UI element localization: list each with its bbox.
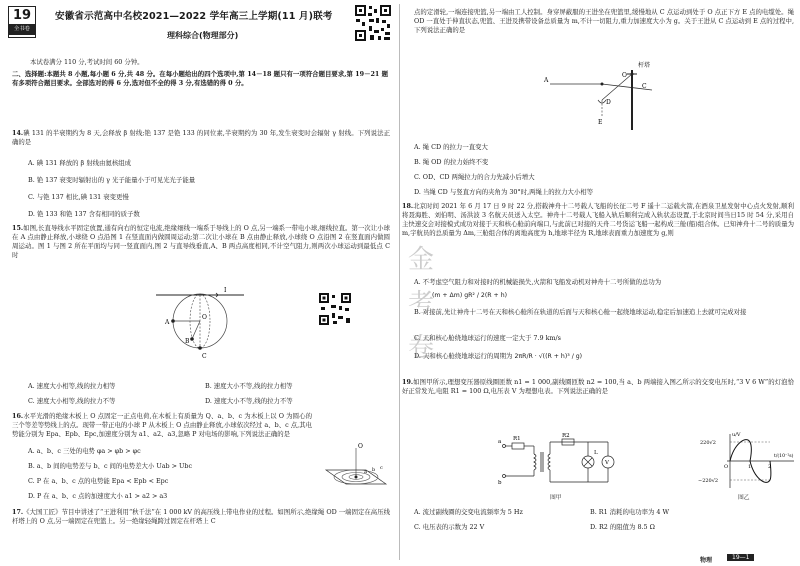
label-axis-t: t/(10⁻²s) (774, 454, 794, 459)
q15-option-c: C. 速度大小相等,线的拉力不等 (28, 397, 116, 405)
question-19-stem (402, 378, 794, 396)
label-t2: 2 (768, 464, 772, 470)
footer-subject: 物理 (700, 557, 713, 564)
question-text: 如图,长直导线水平固定放置,通有向右的恒定电流,绝缘细线一端系于导线上的 O 点,另一端系一带电小球,细线拉直。第一次让小球在 A 点由静止释放,小球绕 O 点沿图 1 在竖直面内做圆周运动;第二次让小球在 B 点由静止释放,小球绕 O 点沿图 2 在竖直面内做圆周运动。图 1 与图 2 所在平面均与同一竖直面内,图 2 与直导线垂直,A、B 两点高度相同,不计空气阻力,则两次小球运动到最低点 C 时 (12, 224, 390, 260)
badge-subtitle: 全书卷 (9, 24, 35, 35)
q14-option-c: C. 与铯 137 相比,碘 131 衰变更慢 (28, 193, 129, 201)
label-origin: O (724, 464, 729, 470)
column-divider (399, 4, 400, 560)
q18-option-a: A. 不考虑空气阻力和对接时的机械能损失,火箭和飞船发动机对神舟十二号所做的总功为 (414, 278, 662, 286)
label-lamp: L (594, 450, 598, 456)
q15-option-a: A. 速度大小相等,线的拉力相等 (28, 382, 116, 390)
question-text: 碘 131 的半衰期约为 8 天,会释放 β 射线;铯 137 是铯 133 的同位素,半衰期约为 30 年,发生衰变时会辐射 γ 射线。下列说法正确的是 (12, 129, 390, 147)
instruction-text: 本题共 8 小题,每小题 6 分,共 48 分。在每小题给出的四个选项中,第 14－18 题只有一项符合题目要求,第 19－21 题有多项符合题目要求。全部选对的得 6 分,选对但不全的得 3 分,有选错的得 0 分。 (12, 70, 388, 88)
label-axis-u: u/V (732, 432, 741, 438)
label-peak: 220√2 (700, 440, 716, 446)
question-number: 18. (402, 202, 414, 210)
q18-option-c: C. 天和核心舱绕地球运行的速度一定大于 7.9 km/s (414, 334, 561, 342)
question-text: 如图甲所示,理想变压器原线圈匝数 n1 = 1 000,副线圈匝数 n2 = 100,当 a、b 两端接入图乙所示的交变电压时,“3 V 6 W”的灯泡恰好正常发光,电阻 R1 = 100 Ω,电压表 V 为理想电表。下列说法正确的是 (402, 378, 794, 396)
exam-subtitle: 理科综合(物理部分) (167, 31, 239, 40)
q15-option-b: B. 速度大小不等,线的拉力相等 (205, 382, 293, 390)
question-text: 北京时间 2021 年 6 月 17 日 9 时 22 分,搭载神舟十二号载人飞船的长征二号 F 遥十二运载火箭,在酒泉卫星发射中心点火发射,顺利将聂海胜、刘伯明、汤洪波 3 名航天员送入太空。神舟十二号载人飞船入轨后顺利完成入轨状态设置,于北京时间当日15 时 54 分,采用自主快速交会对接模式成功对接于天和核心舱前向端口,与此前已对接的天舟二号货运飞船一起构成三舱(船)组合体。已知神舟十二号的质量为 m,宇航员的总质量为 Δm,三舱组合体的离地高度为 h,地球半径为 R,地球表面重力加速度为 g,则 (402, 202, 794, 238)
question-text: 水平光滑的绝缘木板上 O 点固定一正点电荷,在木板上有质量为 Q、a、b、c 为木板上以 O 为圆心的三个等差等势线上的点。现带一带正电的小球 P 从木板上 O 点由静止释放,小球依次经过 a、b、c 点,其电势能分别为 Epa、Epb、Epc,加速度分别为 a1、a2、a3,忽略 P 对电场的影响,下列说法正确的是 (12, 412, 312, 439)
left-column (0, 0, 398, 566)
q19-option-c: C. 电压表的示数为 22 V (414, 523, 485, 531)
q19-option-a: A. 流过副线圈的交变电流频率为 5 Hz (414, 508, 523, 516)
label-c: C (202, 353, 207, 360)
badge-number: 19 (12, 8, 32, 23)
question-16-stem (12, 412, 312, 439)
question-number: 17. (12, 508, 24, 516)
q14-option-a: A. 碘 131 释放的 β 射线由氦核组成 (28, 159, 131, 167)
q16-option-a: A. a、b、c 三处的电势 φa > φb > φc (28, 447, 141, 455)
fig-b-caption: 图乙 (738, 495, 750, 501)
question-14-stem (12, 129, 390, 147)
label-voltmeter: V (605, 460, 609, 466)
q16-option-d: D. P 在 a、b、c 点的加速度大小 a1 > a2 > a3 (28, 492, 168, 500)
q19-waveform-figure (698, 430, 796, 494)
question-18-stem (402, 202, 794, 238)
q15-qr-code-icon (318, 292, 352, 326)
section-instruction (12, 70, 388, 89)
q18-option-d-text: D. 天和核心舱绕地球运行的周期为 (414, 352, 513, 360)
question-17-continuation: 点的定滑轮,一端连接兜篮,另一端由工人控制。身穿屏蔽服的王进坐在兜篮里,缓慢地从 C 点运动到处于 O 点正下方 E 点的电缆处。绳 OD 一直处于伸直状态,兜篮、王进及携带设备总质量为 m,不计一切阻力,重力加速度大小为 g。关于王进从 C 点运动到 E 点的过程中,下列说法正确的是 (414, 8, 794, 35)
label-b: B (185, 338, 190, 345)
question-number: 19. (402, 378, 414, 386)
q19-option-b: B. R1 消耗的电功率为 4 W (590, 508, 670, 516)
label-c: c (380, 465, 383, 471)
label-terminal-a: a (498, 439, 502, 445)
q14-option-d: D. 铯 133 和铯 137 含有相同的质子数 (28, 210, 140, 218)
q18-option-b: B. 对接前,先让神舟十二号在天和核心舱所在轨道的后面与天和核心舱一起绕地球运动,稳定后加速追上去就可完成对接 (414, 308, 747, 316)
q19-circuit-figure (498, 432, 616, 494)
question-number: 14. (12, 129, 24, 137)
exam-meta: 本试卷满分 110 分,考试时间 60 分钟。 (30, 58, 144, 66)
label-o: O (622, 72, 627, 79)
label-a: A (544, 77, 549, 84)
label-c: C (642, 83, 647, 90)
watermark-char-2: 考 (407, 289, 435, 319)
label-tower: 杆塔 (638, 62, 651, 69)
watermark-char-3: 卷 (407, 333, 435, 363)
q16-option-b: B. a、b 间的电势差与 b、c 间的电势差大小 Uab > Ubc (28, 462, 193, 470)
q15-option-d: D. 速度大小不等,线的拉力不等 (205, 397, 293, 405)
label-d: D (606, 99, 611, 106)
label-a: A (165, 319, 170, 326)
q15-figure (152, 281, 247, 363)
question-17-stem (12, 508, 390, 526)
label-b: b (372, 467, 376, 473)
q17-option-a: A. 绳 CD 的拉力一直变大 (414, 143, 488, 151)
label-o: O (358, 443, 363, 450)
fig-a-caption: 图甲 (550, 495, 562, 501)
question-15-stem (12, 224, 390, 260)
right-column (402, 0, 800, 566)
q14-option-b: B. 铯 137 衰变时辐射出的 γ 光子能量小于可见光光子能量 (28, 176, 196, 184)
label-r2: R2 (562, 433, 570, 439)
paper-number-badge (8, 6, 36, 38)
label-t1: 1 (748, 464, 752, 470)
question-text: 《大国工匠》节目中讲述了“王进利用“秋千法”在 1 000 kV 的高压线上带电作业的过程。如图所示,绝缘绳 OD 一端固定在高压线杆塔上的 O 点,另一端固定在兜篮上。另一绝缘轻绳跨过固定在杆塔上 C (12, 508, 390, 526)
q18-formula-d: 2πR/R · √((R + h)³ / g) (514, 353, 583, 360)
q16-option-c: C. P 在 a、b、c 点的电势能 Epa < Epb < Epc (28, 477, 169, 485)
question-number: 15. (12, 224, 24, 232)
q17-option-c: C. OD、CD 两绳拉力的合力先减小后增大 (414, 173, 535, 181)
watermark-char-1: 金 (407, 245, 435, 275)
label-trough: −220√2 (698, 478, 719, 484)
q18-option-d (414, 352, 582, 362)
instruction-lead: 二、选择题: (12, 70, 47, 78)
question-number: 16. (12, 412, 24, 420)
label-r1: R1 (513, 436, 521, 442)
q18-formula-a: (m + Δm) gR² / 2(R + h) (432, 292, 508, 299)
label-e: E (598, 119, 603, 126)
footer-page-number: 19—1 (727, 554, 754, 561)
qr-code-icon (354, 4, 392, 42)
label-o: O (202, 314, 207, 321)
q17-option-b: B. 绳 OD 的拉力始终不变 (414, 158, 489, 166)
exam-title: 安徽省示范高中名校2021—2022 学年高三上学期(11 月)联考 (55, 11, 333, 22)
q17-figure (542, 60, 672, 132)
label-terminal-b: b (498, 480, 502, 486)
q19-option-d: D. R2 的阻值为 8.5 Ω (590, 523, 655, 531)
q17-option-d: D. 当绳 CD 与竖直方向的夹角为 30°时,两绳上的拉力大小相等 (414, 188, 594, 196)
label-current: I (224, 287, 227, 294)
watermark-icon (404, 228, 438, 368)
q16-figure (320, 440, 392, 490)
label-a: a (364, 469, 367, 475)
